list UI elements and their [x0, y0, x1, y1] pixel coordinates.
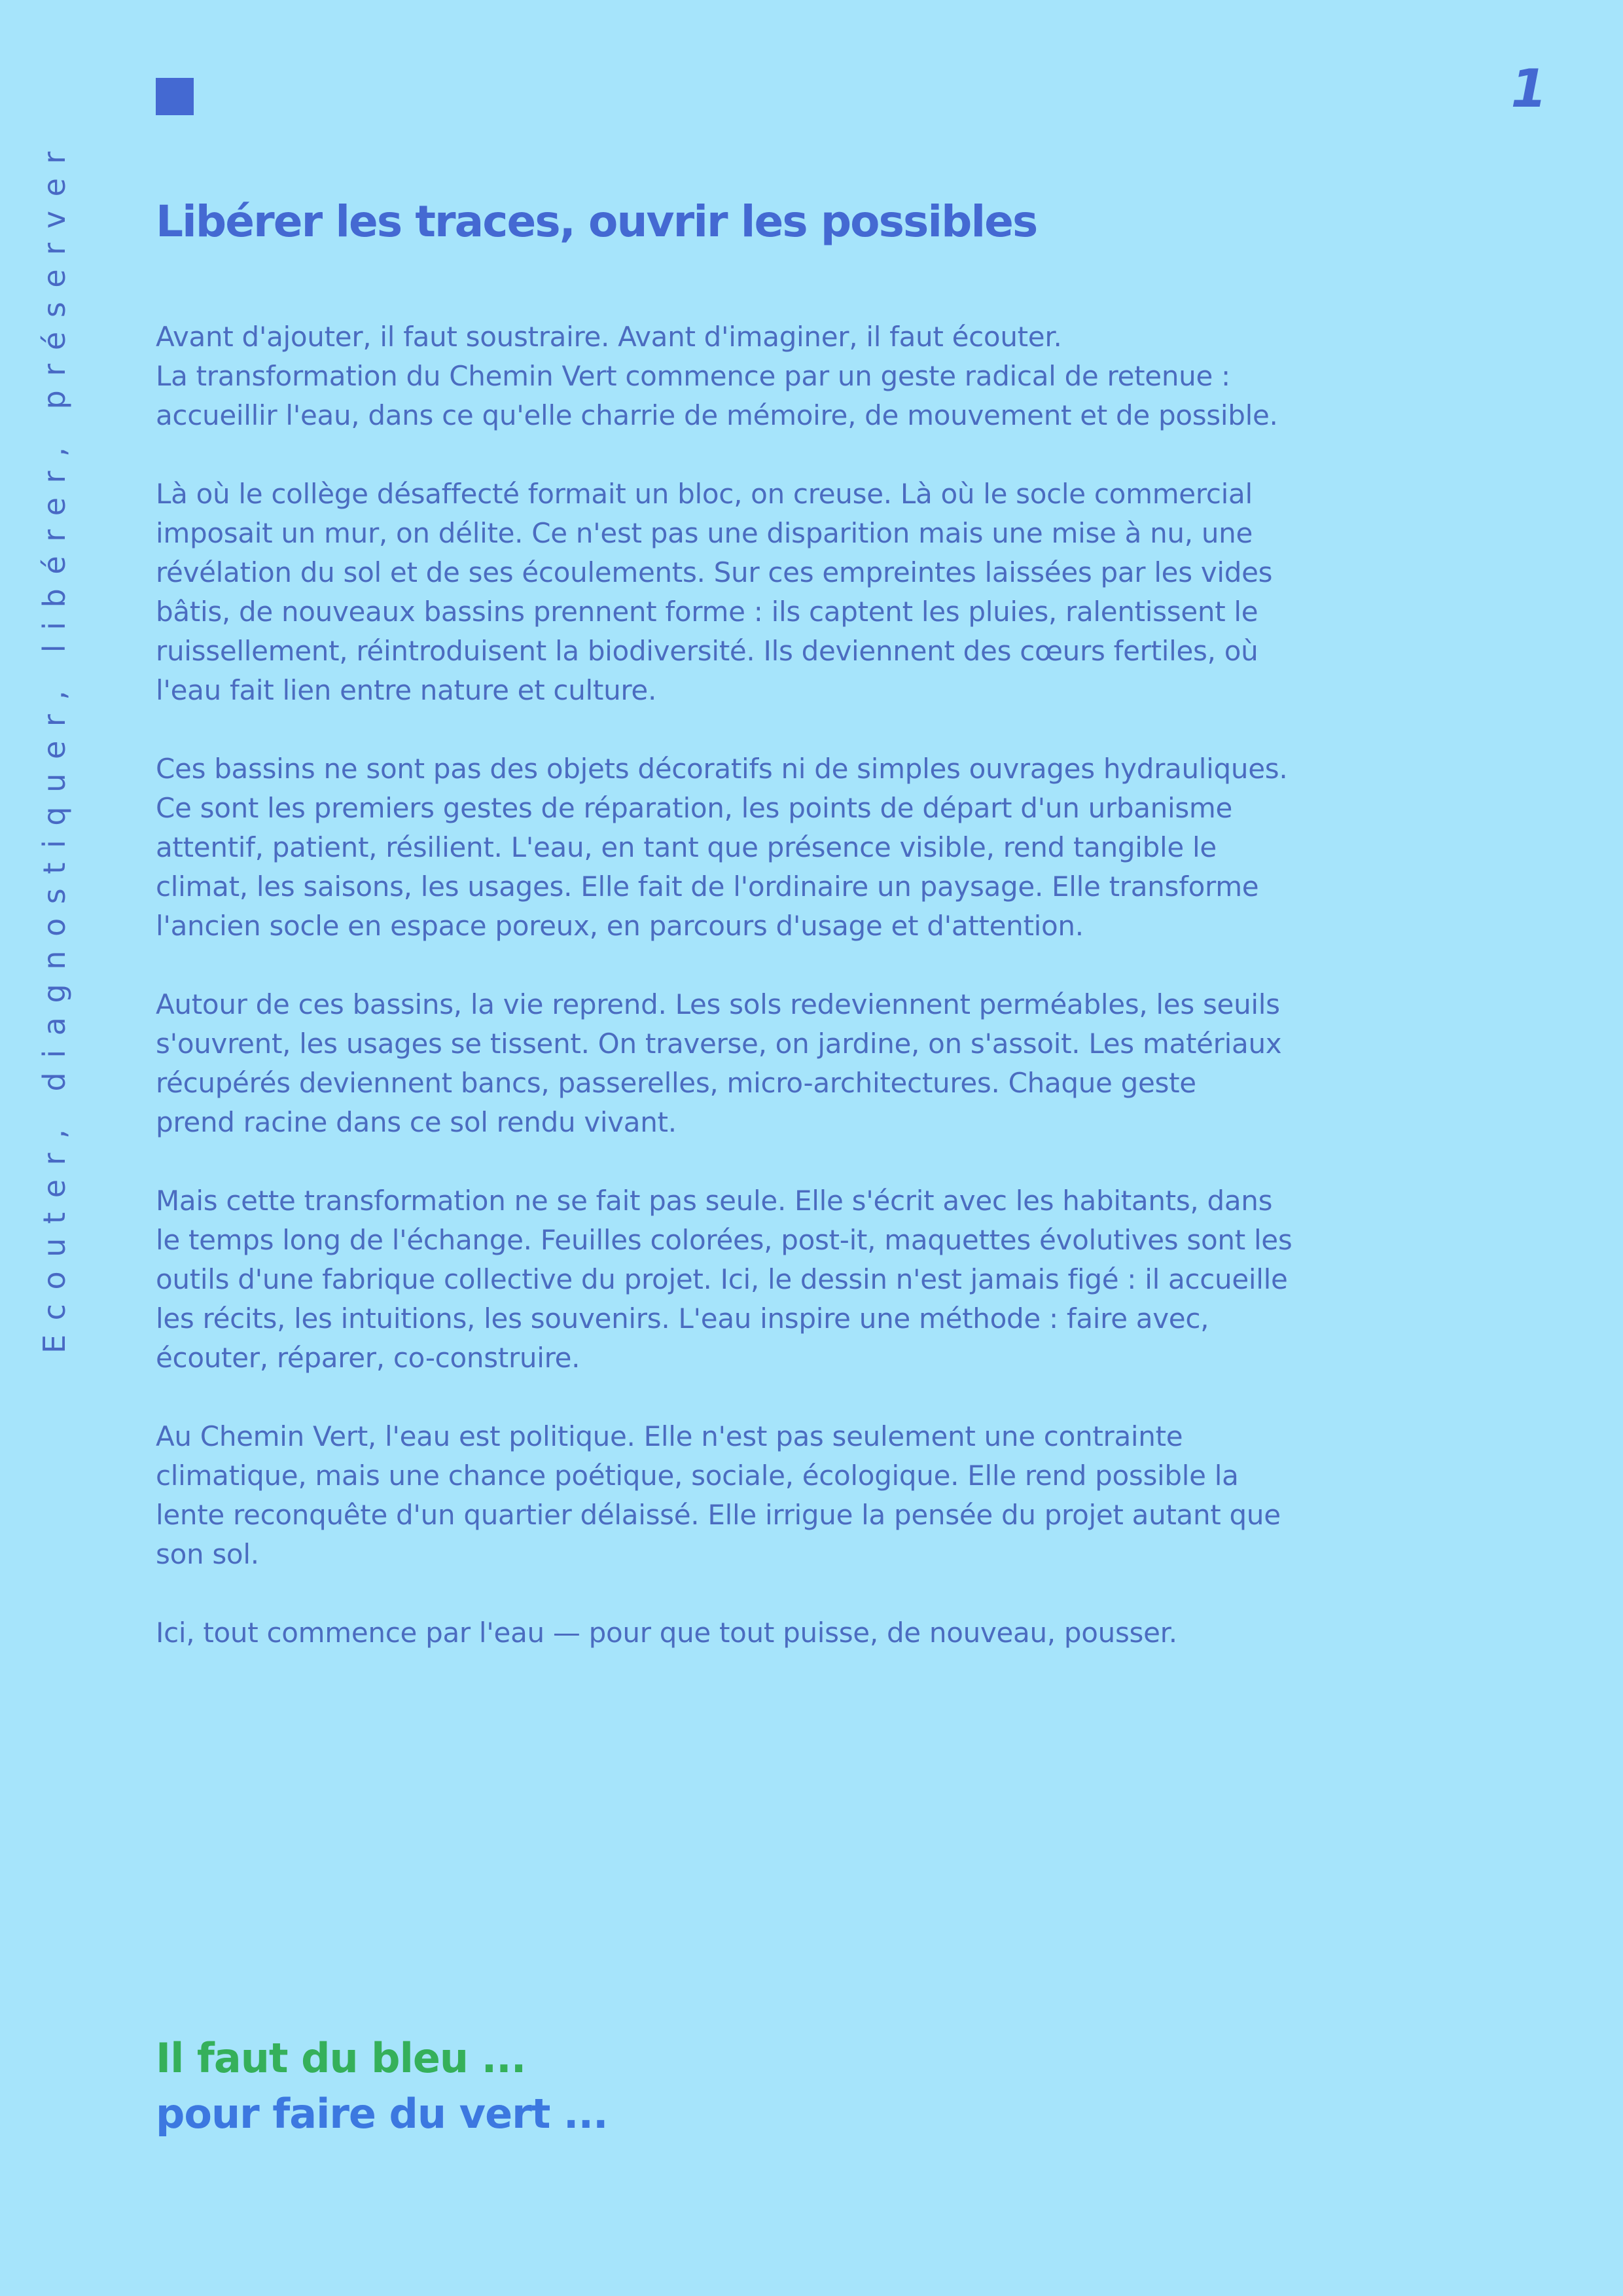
text-line: s'ouvrent, les usages se tissent. On traverse, on jardine, on s'assoit. Les matériaux: [156, 1028, 1282, 1060]
slogan: [156, 2030, 608, 2142]
page-number: 1: [1510, 58, 1547, 119]
text-line: climatique, mais une chance poétique, sociale, écologique. Elle rend possible la: [156, 1460, 1239, 1492]
text-line: bâtis, de nouveaux bassins prennent forme : ils captent les pluies, ralentissent le: [156, 596, 1258, 628]
text-line: outils d'une fabrique collective du projet. Ici, le dessin n'est jamais figé : il accueille: [156, 1263, 1288, 1295]
paragraph: [156, 475, 1504, 710]
paragraph: [156, 1181, 1504, 1378]
text-line: prend racine dans ce sol rendu vivant.: [156, 1106, 677, 1138]
text-line: son sol.: [156, 1538, 259, 1570]
paragraph: [156, 1417, 1504, 1574]
paragraph: [156, 985, 1504, 1142]
text-line: lente reconquête d'un quartier délaissé. Elle irrigue la pensée du projet autant que: [156, 1499, 1281, 1531]
text-line: l'ancien socle en espace poreux, en parcours d'usage et d'attention.: [156, 910, 1084, 942]
sidebar-tagline: Ecouter, diagnostiquer, libérer, préserver: [37, 137, 72, 1354]
text-line: Ce sont les premiers gestes de réparation, les points de départ d'un urbanisme: [156, 792, 1233, 824]
body-text: [156, 317, 1504, 1692]
text-line: Autour de ces bassins, la vie reprend. Les sols redeviennent perméables, les seuils: [156, 988, 1280, 1020]
text-line: accueillir l'eau, dans ce qu'elle charrie de mémoire, de mouvement et de possible.: [156, 399, 1278, 431]
text-line: l'eau fait lien entre nature et culture.: [156, 674, 657, 706]
text-line: ruissellement, réintroduisent la biodiversité. Ils deviennent des cœurs fertiles, où: [156, 635, 1258, 667]
page-title: Libérer les traces, ouvrir les possibles: [156, 196, 1037, 247]
text-line: les récits, les intuitions, les souvenirs. L'eau inspire une méthode : faire avec,: [156, 1302, 1209, 1335]
paragraph: [156, 749, 1504, 946]
text-line: Mais cette transformation ne se fait pas seule. Elle s'écrit avec les habitants, dans: [156, 1185, 1273, 1217]
text-line: attentif, patient, résilient. L'eau, en tant que présence visible, rend tangible le: [156, 831, 1217, 863]
paragraph: [156, 317, 1504, 435]
text-line: Là où le collège désaffecté formait un bloc, on creuse. Là où le socle commercial: [156, 478, 1253, 510]
text-line: révélation du sol et de ses écoulements. Sur ces empreintes laissées par les vides: [156, 556, 1273, 588]
slogan-line-blue: pour faire du vert ...: [156, 2090, 608, 2138]
text-line: imposait un mur, on délite. Ce n'est pas une disparition mais une mise à nu, une: [156, 517, 1253, 549]
paragraph: [156, 1613, 1504, 1653]
text-line: Avant d'ajouter, il faut soustraire. Avant d'imaginer, il faut écouter.: [156, 321, 1062, 353]
decorative-square: [156, 78, 194, 115]
text-line: Ces bassins ne sont pas des objets décoratifs ni de simples ouvrages hydrauliques.: [156, 753, 1288, 785]
text-line: Ici, tout commence par l'eau — pour que tout puisse, de nouveau, pousser.: [156, 1617, 1177, 1649]
slogan-line-green: Il faut du bleu ...: [156, 2034, 526, 2082]
text-line: La transformation du Chemin Vert commence par un geste radical de retenue :: [156, 360, 1230, 392]
text-line: récupérés deviennent bancs, passerelles, micro-architectures. Chaque geste: [156, 1067, 1196, 1099]
text-line: écouter, réparer, co-construire.: [156, 1342, 580, 1374]
text-line: climat, les saisons, les usages. Elle fait de l'ordinaire un paysage. Elle transforme: [156, 870, 1259, 903]
text-line: le temps long de l'échange. Feuilles colorées, post-it, maquettes évolutives sont les: [156, 1224, 1293, 1256]
text-line: Au Chemin Vert, l'eau est politique. Elle n'est pas seulement une contrainte: [156, 1420, 1183, 1452]
